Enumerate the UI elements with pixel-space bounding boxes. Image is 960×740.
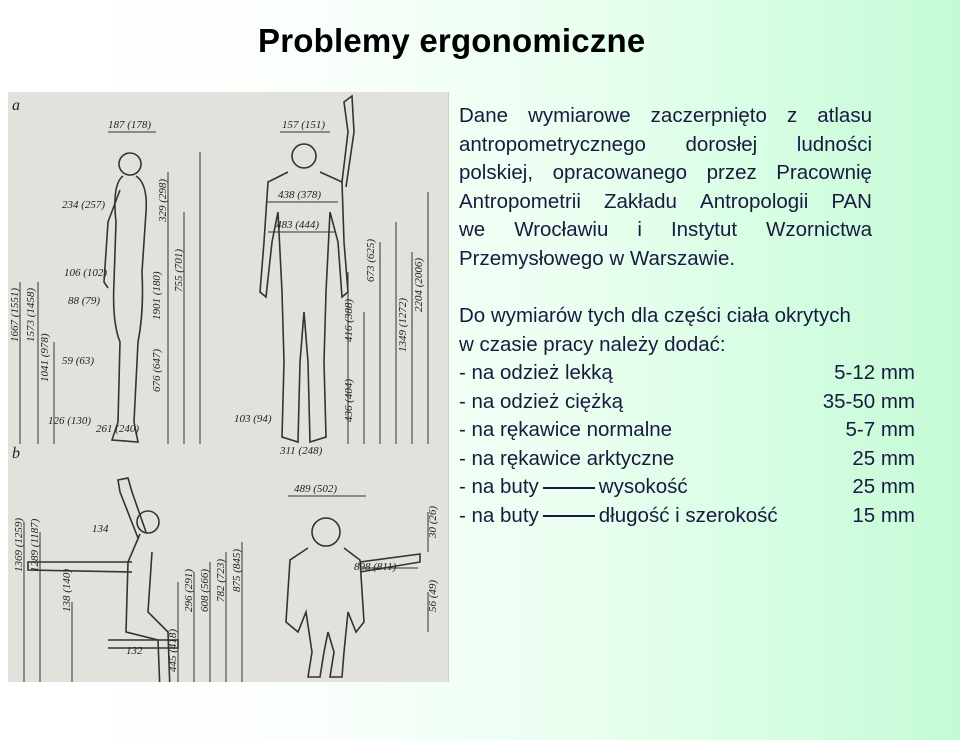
dim-label: 782 (723)	[215, 558, 227, 602]
dim-label: 1289 (1187)	[29, 518, 41, 572]
measurement-label: - na buty długość i szerokość	[459, 503, 778, 527]
dim-label: 436 (404)	[343, 378, 355, 422]
text-line: we Wrocławiu i Instytut Wzornictwa	[459, 218, 872, 241]
dim-label: 416 (388)	[343, 298, 355, 342]
measurement-label: - na rękawice arktyczne	[459, 446, 675, 470]
dim-label: 1667 (1551)	[9, 287, 21, 342]
dimension-labels	[9, 119, 439, 672]
measurement-label: - na odzież lekką	[459, 361, 613, 384]
dim-label: 157 (151)	[282, 119, 326, 131]
seated-side-figure	[28, 478, 178, 682]
dim-label: 126 (130)	[48, 415, 92, 427]
measurement-label: - na rękawice normalne	[459, 418, 673, 441]
dim-label: 106 (102)	[64, 267, 108, 279]
text-line: Antropometrii Zakładu Antropologii PAN	[459, 189, 872, 213]
measurement-row	[459, 473, 915, 502]
dim-label: 234 (257)	[62, 199, 106, 211]
dim-label: 132	[126, 645, 143, 657]
source-paragraph	[459, 102, 939, 273]
dim-label: 2204 (2006)	[413, 257, 425, 312]
side-standing-figure	[104, 153, 146, 442]
measurement-label: - na odzież ciężką	[459, 389, 624, 413]
dim-label: 489 (502)	[294, 483, 338, 495]
text-line: w czasie pracy należy dodać:	[459, 332, 726, 356]
anthropometric-drawing	[8, 92, 448, 682]
text-line: Dane wymiarowe zaczerpnięto z atlasu	[459, 104, 872, 127]
dim-label: 56 (49)	[427, 579, 439, 612]
dim-label: 261 (240)	[96, 423, 140, 435]
dim-label: 608 (566)	[199, 568, 211, 612]
text-line: Do wymiarów tych dla części ciała okrytych	[459, 304, 851, 327]
dim-label: 329 (298)	[157, 178, 169, 222]
anthropometric-figure	[8, 92, 449, 682]
panel-label-b: b	[12, 445, 20, 462]
measurement-value: 25 mm	[852, 475, 915, 498]
dim-label: 134	[92, 523, 109, 535]
measurement-value: 5-12 mm	[834, 361, 915, 384]
dim-label: 875 (845)	[231, 548, 243, 592]
long-dash	[543, 515, 595, 517]
text-line: polskiej, opracowanego przez Pracownię	[459, 161, 872, 184]
measurement-row	[459, 502, 915, 531]
measurement-value: 25 mm	[852, 446, 915, 470]
panel-label-a: a	[12, 97, 20, 114]
dim-label: 138 (140)	[61, 568, 73, 612]
dim-label: 187 (178)	[108, 119, 152, 131]
dim-label: 898 (811)	[354, 561, 397, 573]
dim-label: 1041 (978)	[39, 333, 51, 382]
measurement-label: - na buty wysokość	[459, 475, 688, 498]
dim-label: 59 (63)	[62, 355, 95, 367]
measurement-row	[459, 445, 915, 474]
dim-label: 445 (418)	[167, 628, 179, 672]
measurement-row	[459, 388, 915, 417]
dim-label: 755 (701)	[173, 248, 185, 292]
dim-label: 30 (26)	[427, 505, 439, 538]
dim-label: 483 (444)	[276, 219, 320, 231]
measurement-row	[459, 416, 915, 445]
dim-label: 1573 (1458)	[25, 287, 37, 342]
dim-label: 103 (94)	[234, 413, 272, 425]
slide-title: Problemy ergonomiczne	[258, 22, 646, 59]
dim-label: 311 (248)	[280, 445, 323, 457]
dim-label: 88 (79)	[68, 295, 101, 307]
description-text	[459, 102, 939, 530]
seated-front-figure	[286, 518, 420, 677]
dim-label: 673 (625)	[365, 238, 377, 282]
text-line: Przemysłowego w Warszawie.	[459, 246, 736, 270]
long-dash	[543, 487, 595, 489]
measurement-value: 35-50 mm	[822, 389, 915, 413]
text-line: antropometrycznego dorosłej ludności	[459, 132, 872, 156]
measurement-value: 5-7 mm	[845, 418, 915, 441]
front-standing-figure	[260, 96, 354, 442]
dim-label: 676 (647)	[151, 348, 163, 392]
dim-label: 438 (378)	[278, 189, 322, 201]
dim-label: 1901 (180)	[151, 271, 163, 320]
measurement-value: 15 mm	[852, 503, 915, 527]
clothing-allowance-paragraph	[459, 302, 939, 530]
measurement-row	[459, 359, 915, 388]
dim-label: 1369 (1259)	[13, 517, 25, 572]
dim-label: 296 (291)	[183, 568, 195, 612]
dim-label: 1349 (1272)	[397, 297, 409, 352]
